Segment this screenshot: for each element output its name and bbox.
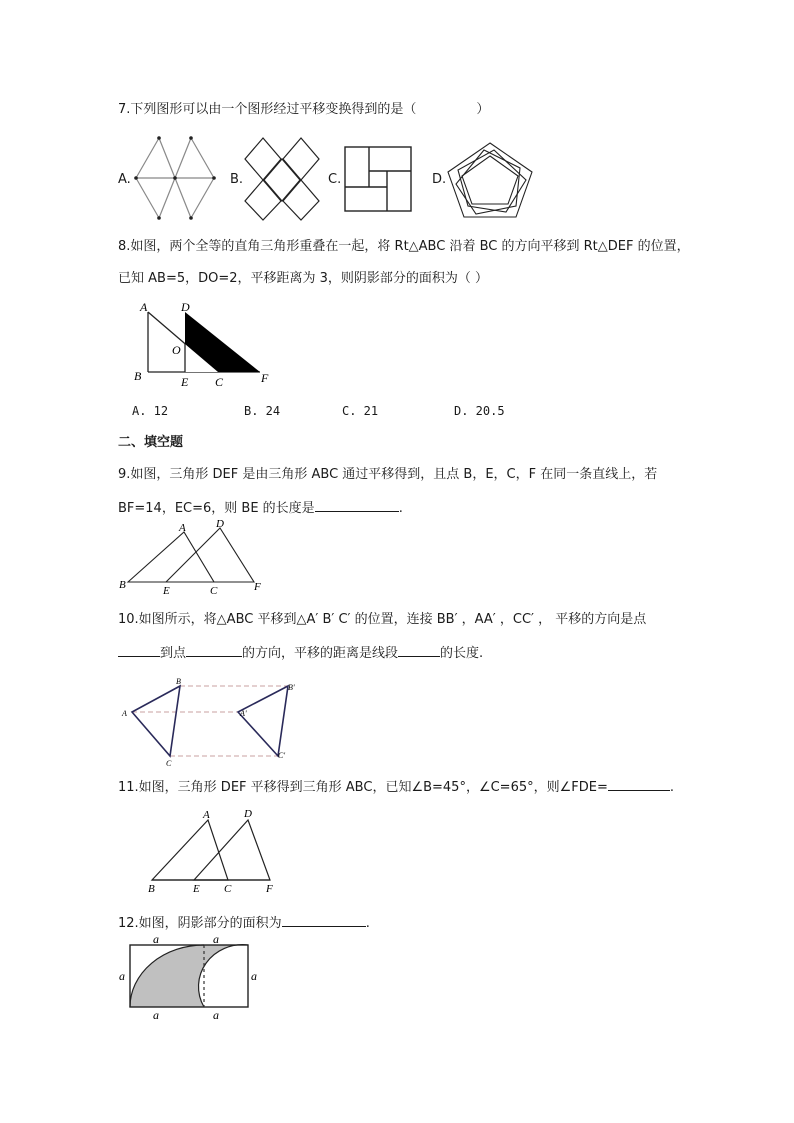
q8-label-d: D — [181, 300, 190, 314]
q9-figure — [118, 518, 268, 594]
q7-option-a: A. — [118, 172, 131, 187]
q12-label-top-left: a — [153, 933, 159, 946]
q11-label-a: A — [203, 809, 210, 821]
q9-answer-blank[interactable] — [315, 498, 399, 512]
q8-label-f: F — [261, 371, 269, 385]
q12-label-left: a — [119, 969, 125, 983]
q9-line1: 9.如图，三角形 DEF 是由三角形 ABC 通过平移得到，且点 B，E，C，F 在同一条直线上，若 — [118, 467, 658, 482]
q10-label-a-prime: A' — [240, 709, 247, 718]
q9-label-f: F — [254, 581, 261, 593]
q10-label-b-prime: B' — [288, 683, 295, 692]
q8-line1: 8.如图，两个全等的直角三角形重叠在一起，将 Rt△ABC 沿着 BC 的方向平移到 Rt△DEF 的位置， — [118, 239, 690, 254]
q11-label-b: B — [148, 883, 155, 895]
q7-option-b: B. — [230, 172, 244, 187]
q11-answer-blank[interactable] — [608, 777, 670, 791]
q10-label-a: A — [122, 709, 127, 718]
q12-label-bottom-right: a — [213, 1008, 219, 1021]
q8-label-a: A — [140, 300, 148, 314]
q7-stem: 7.下列图形可以由一个图形经过平移变换得到的是（ ） — [118, 102, 490, 117]
q10-label-c-prime: C' — [278, 751, 286, 760]
q11-label-e: E — [193, 883, 200, 895]
q7-figure-d — [446, 140, 536, 220]
q10-line1: 10.如图所示，将△ABC 平移到△A′ B′ C′ 的位置，连接 BB′ ，AA′ ，CC′ ， 平移的方向是点 — [118, 612, 647, 627]
q8-option-c: C. 21 — [342, 404, 379, 418]
q10-answer-blank-1[interactable] — [118, 643, 160, 657]
q8-option-a: A. 12 — [132, 404, 169, 418]
q11-label-c: C — [224, 883, 232, 895]
q12-answer-blank[interactable] — [282, 913, 366, 927]
q12-line: 12.如图，阴影部分的面积为 . — [118, 913, 370, 933]
q11-label-f: F — [266, 883, 273, 895]
q8-line2: 已知 AB=5，DO=2，平移距离为 3，则阴影部分的面积为（ ） — [118, 271, 489, 286]
q9-label-d: D — [216, 518, 224, 530]
section-fill-in-the-blank: 二、填空题 — [118, 435, 184, 450]
q10-answer-blank-2[interactable] — [186, 643, 242, 657]
q7-option-d: D. — [432, 172, 447, 187]
q10-label-c: C — [166, 759, 172, 768]
q10-figure — [118, 674, 304, 770]
q9-line2: BF=14，EC=6，则 BE 的长度是 . — [118, 498, 403, 518]
q7-figure-a — [132, 136, 218, 222]
q9-label-e: E — [163, 585, 170, 594]
q10-line2: 到点 的方向，平移的距离是线段 的长度. — [118, 643, 483, 663]
q10-answer-blank-3[interactable] — [398, 643, 440, 657]
q9-label-a: A — [179, 522, 186, 534]
q7-figure-b — [243, 136, 323, 222]
q9-label-c: C — [210, 585, 218, 594]
q8-label-c: C — [215, 375, 224, 389]
q9-label-b: B — [119, 579, 126, 591]
q8-label-o: O — [172, 343, 181, 357]
q12-figure — [116, 933, 266, 1021]
q8-label-b: B — [134, 369, 142, 383]
q7-option-c: C. — [328, 172, 342, 187]
q11-line1: 11.如图，三角形 DEF 平移得到三角形 ABC，已知∠B=45°，∠C=65°，则∠FDE= . — [118, 777, 674, 797]
q7-figure-c — [343, 143, 415, 215]
q8-label-e: E — [181, 375, 189, 389]
q12-label-bottom-left: a — [153, 1008, 159, 1021]
q11-figure — [140, 806, 290, 896]
q8-option-b: B. 24 — [244, 404, 281, 418]
q12-label-right: a — [251, 969, 257, 983]
q11-label-d: D — [244, 808, 252, 820]
q12-label-top-right: a — [213, 933, 219, 946]
q8-figure — [128, 298, 278, 390]
q8-option-d: D. 20.5 — [454, 404, 505, 418]
q10-label-b: B — [176, 677, 181, 686]
